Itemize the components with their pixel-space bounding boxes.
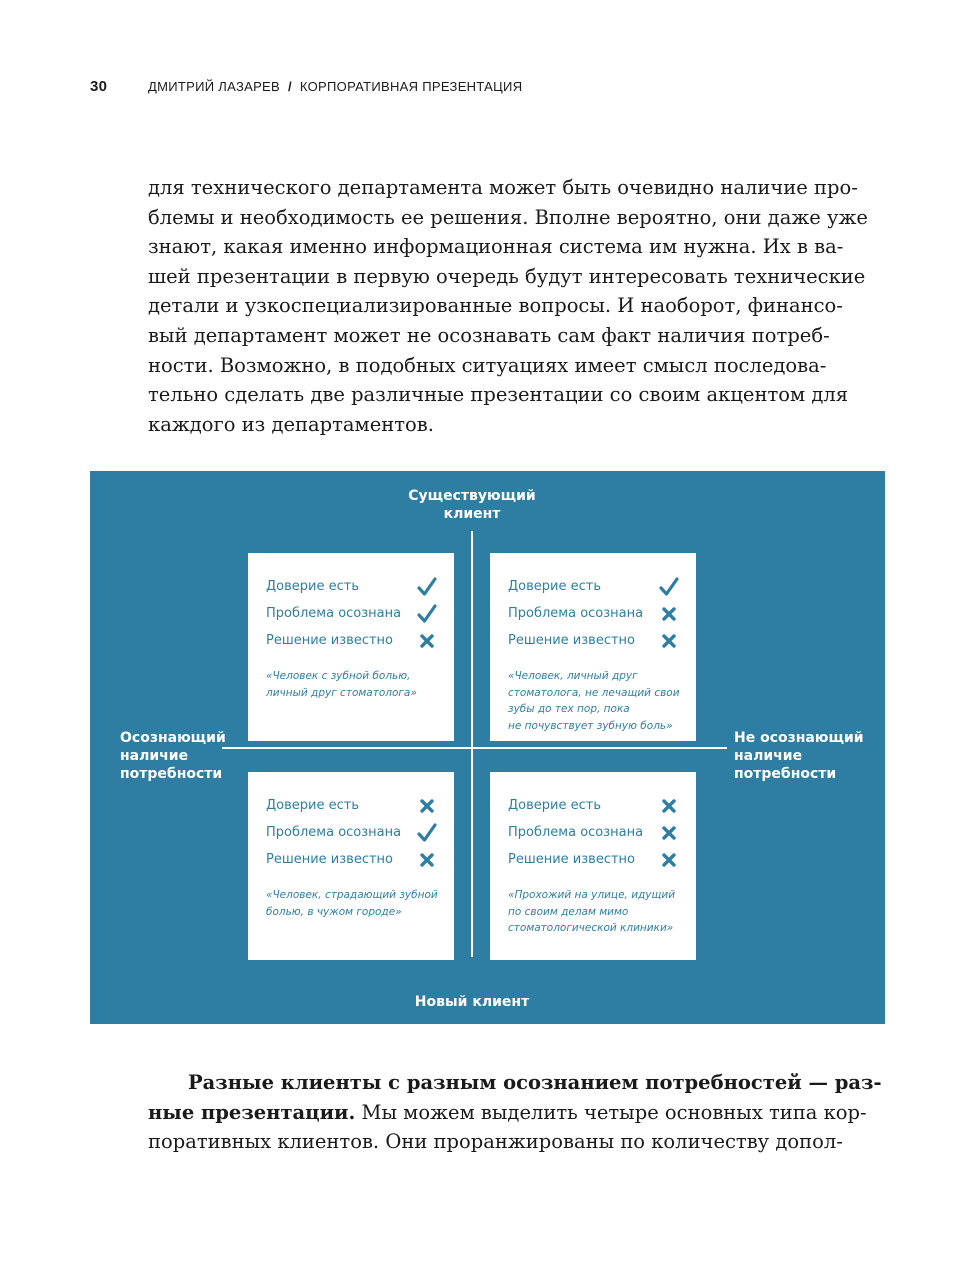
axis-label-top: [372, 487, 572, 523]
text-line: ности. Возможно, в подобных ситуациях имеет смысл последова-: [148, 353, 827, 377]
text-line: детали и узкоспециализированные вопросы. И наоборот, финансо-: [148, 294, 843, 318]
cross-icon: [416, 795, 438, 817]
cross-icon: [658, 630, 680, 652]
criterion-label: Доверие есть: [266, 579, 359, 594]
quadrant-quote: [508, 887, 680, 937]
criterion-row: [266, 573, 438, 600]
text-line: каждого из департаментов.: [148, 412, 434, 436]
text-run: Мы можем выделить четыре основных типа кор-: [355, 1100, 867, 1124]
axis-label-right: [734, 729, 864, 783]
customer-matrix-diagram: [90, 471, 885, 1024]
cross-icon: [416, 630, 438, 652]
criterion-label: Доверие есть: [508, 798, 601, 813]
book-title: КОРПОРАТИВНАЯ ПРЕЗЕНТАЦИЯ: [299, 79, 523, 94]
page-number: 30: [90, 78, 108, 95]
cross-icon: [416, 849, 438, 871]
criterion-label: Проблема осознана: [508, 606, 644, 621]
quadrant-card-top-right: [490, 553, 696, 741]
criterion-label: Доверие есть: [266, 798, 359, 813]
criterion-label: Решение известно: [266, 633, 394, 648]
quote-line: по своим делам мимо: [508, 905, 629, 918]
axis-label-line: клиент: [443, 506, 501, 522]
axis-label-left: [120, 729, 226, 783]
quadrant-card-bottom-left: [248, 772, 454, 960]
quadrant-card-bottom-right: [490, 772, 696, 960]
criterion-label: Проблема осознана: [266, 606, 402, 621]
vertical-axis: [471, 531, 473, 957]
cross-icon: [658, 795, 680, 817]
quote-line: «Человек, страдающий зубной: [266, 889, 438, 901]
axis-label-line: наличие: [120, 748, 189, 764]
text-line: поративных клиентов. Они проранжированы по количеству допол-: [148, 1130, 843, 1154]
quote-line: стоматолога, не лечащий свои: [508, 686, 680, 699]
criterion-row: [508, 819, 680, 846]
quadrant-card-top-left: [248, 553, 454, 741]
checkmark-icon: [658, 576, 680, 598]
quote-line: личный друг стоматолога»: [266, 686, 417, 699]
quote-line: стоматологической клиники»: [508, 922, 674, 934]
axis-label-line: Осознающий: [120, 730, 226, 746]
criterion-label: Доверие есть: [508, 579, 601, 594]
text-line: знают, какая именно информационная система им нужна. Их в ва-: [148, 235, 844, 259]
quadrant-quote: [266, 668, 438, 701]
text-line: для технического департамента может быть очевидно наличие про-: [148, 176, 858, 199]
cross-icon: [658, 849, 680, 871]
criterion-row: [266, 846, 438, 873]
quote-line: болью, в чужом городе»: [266, 905, 402, 918]
criterion-row: [266, 600, 438, 627]
quadrant-quote: [266, 887, 438, 920]
criterion-label: Решение известно: [266, 852, 394, 867]
horizontal-axis: [222, 747, 727, 749]
axis-label-line: Не осознающий: [734, 730, 864, 746]
quote-line: «Прохожий на улице, идущий: [508, 889, 676, 901]
checkmark-icon: [416, 603, 438, 625]
criterion-row: [508, 627, 680, 654]
cross-icon: [658, 603, 680, 625]
running-header: [90, 78, 522, 95]
criterion-label: Решение известно: [508, 852, 636, 867]
cross-icon: [658, 822, 680, 844]
header-separator: /: [287, 79, 292, 94]
axis-label-bottom: Новый клиент: [414, 994, 530, 1010]
text-line: тельно сделать две различные презентации со своим акцентом для: [148, 383, 849, 407]
criterion-row: [266, 819, 438, 846]
criterion-row: [266, 627, 438, 654]
axis-label-line: наличие: [734, 748, 803, 764]
author-name: ДМИТРИЙ ЛАЗАРЕВ: [148, 79, 280, 94]
criterion-row: [508, 600, 680, 627]
criterion-row: [266, 792, 438, 819]
quote-line: зубы до тех пор, пока: [508, 703, 630, 715]
text-line: блемы и необходимость ее решения. Вполне вероятно, они даже уже: [148, 205, 868, 229]
quote-line: не почувствует зубную боль»: [508, 719, 673, 732]
checkmark-icon: [416, 576, 438, 598]
quote-line: «Человек с зубной болью,: [266, 670, 411, 682]
criterion-label: Проблема осознана: [508, 825, 644, 840]
bold-run: ные презентации.: [148, 1100, 356, 1124]
criterion-row: [508, 792, 680, 819]
text-line: шей презентации в первую очередь будут интересовать технические: [148, 264, 866, 288]
text-line: Разные клиенты с разным осознанием потребностей — раз-: [188, 1071, 882, 1094]
text-line: [148, 1098, 867, 1128]
text-line: вый департамент может не осознавать сам факт наличия потреб-: [148, 323, 830, 347]
criterion-row: [508, 573, 680, 600]
quadrant-quote: [508, 668, 680, 734]
body-paragraph-2: [148, 1068, 882, 1157]
criterion-label: Проблема осознана: [266, 825, 402, 840]
quote-line: «Человек, личный друг: [508, 670, 638, 682]
axis-label-line: Существующий: [408, 488, 536, 504]
axis-label-line: потребности: [120, 766, 223, 782]
criterion-label: Решение известно: [508, 633, 636, 648]
axis-label-line: потребности: [734, 766, 837, 782]
body-paragraph-1: [148, 173, 868, 439]
checkmark-icon: [416, 822, 438, 844]
criterion-row: [508, 846, 680, 873]
